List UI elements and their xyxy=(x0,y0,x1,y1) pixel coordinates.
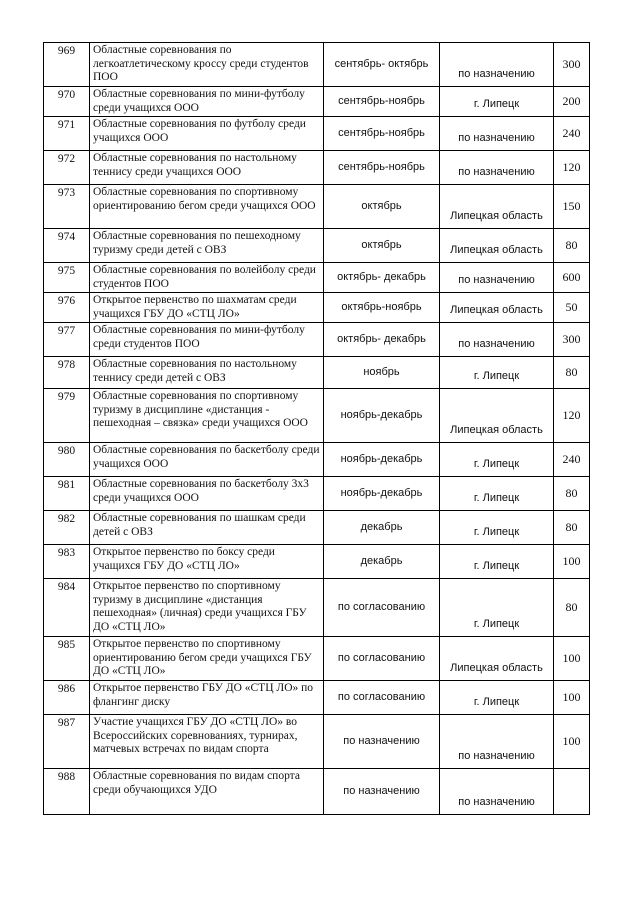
event-place: г. Липецк xyxy=(440,357,554,389)
event-dates: ноябрь-декабрь xyxy=(324,477,440,511)
event-dates: сентябрь-ноябрь xyxy=(324,87,440,117)
participant-count: 200 xyxy=(554,87,590,117)
table-row xyxy=(44,579,590,637)
event-name: Областные соревнования по баскетболу среди учащихся ООО xyxy=(90,443,324,477)
event-name: Открытое первенство по спортивному туризму в дисциплине «дистанция пешеходная» (личная) среди учащихся ГБУ ДО «СТЦ ЛО» xyxy=(90,579,324,637)
row-number: 971 xyxy=(44,117,90,151)
event-dates: ноябрь xyxy=(324,357,440,389)
events-table xyxy=(43,42,590,815)
table-row xyxy=(44,715,590,769)
event-dates: по согласованию xyxy=(324,637,440,681)
table-row xyxy=(44,293,590,323)
table-row xyxy=(44,229,590,263)
event-name: Областные соревнования по пешеходному туризму среди детей с ОВЗ xyxy=(90,229,324,263)
table-row xyxy=(44,637,590,681)
participant-count: 80 xyxy=(554,579,590,637)
table-row xyxy=(44,323,590,357)
row-number: 969 xyxy=(44,43,90,87)
event-place: г. Липецк xyxy=(440,443,554,477)
event-name: Участие учащихся ГБУ ДО «СТЦ ЛО» во Всероссийских соревнованиях, турнирах, матчевых встречах по видам спорта xyxy=(90,715,324,769)
event-name: Областные соревнования по спортивному ориентированию бегом среди учащихся ООО xyxy=(90,185,324,229)
participant-count: 240 xyxy=(554,443,590,477)
row-number: 970 xyxy=(44,87,90,117)
participant-count: 100 xyxy=(554,681,590,715)
event-dates: октябрь-ноябрь xyxy=(324,293,440,323)
event-name: Областные соревнования по шашкам среди детей с ОВЗ xyxy=(90,511,324,545)
table-row xyxy=(44,151,590,185)
event-name: Областные соревнования по футболу среди учащихся ООО xyxy=(90,117,324,151)
event-place: Липецкая область xyxy=(440,229,554,263)
row-number: 980 xyxy=(44,443,90,477)
row-number: 977 xyxy=(44,323,90,357)
participant-count: 300 xyxy=(554,43,590,87)
row-number: 976 xyxy=(44,293,90,323)
event-dates: по назначению xyxy=(324,715,440,769)
row-number: 972 xyxy=(44,151,90,185)
event-name: Областные соревнования по легкоатлетическому кроссу среди студентов ПОО xyxy=(90,43,324,87)
event-name: Открытое первенство по шахматам среди учащихся ГБУ ДО «СТЦ ЛО» xyxy=(90,293,324,323)
event-name: Открытое первенство по спортивному ориентированию бегом среди учащихся ГБУ ДО «СТЦ ЛО» xyxy=(90,637,324,681)
event-place: Липецкая область xyxy=(440,637,554,681)
event-place: по назначению xyxy=(440,323,554,357)
row-number: 973 xyxy=(44,185,90,229)
participant-count: 100 xyxy=(554,545,590,579)
event-place: Липецкая область xyxy=(440,185,554,229)
event-place: Липецкая область xyxy=(440,293,554,323)
row-number: 983 xyxy=(44,545,90,579)
event-place: по назначению xyxy=(440,151,554,185)
event-place: г. Липецк xyxy=(440,477,554,511)
event-name: Областные соревнования по баскетболу 3х3 среди учащихся ООО xyxy=(90,477,324,511)
event-name: Открытое первенство по боксу среди учащихся ГБУ ДО «СТЦ ЛО» xyxy=(90,545,324,579)
event-name: Открытое первенство ГБУ ДО «СТЦ ЛО» по флангинг диску xyxy=(90,681,324,715)
document-page xyxy=(43,42,590,815)
event-place: г. Липецк xyxy=(440,579,554,637)
table-row xyxy=(44,769,590,815)
table-row xyxy=(44,443,590,477)
event-name: Областные соревнования по мини-футболу среди учащихся ООО xyxy=(90,87,324,117)
event-place: г. Липецк xyxy=(440,511,554,545)
table-row xyxy=(44,185,590,229)
event-place: по назначению xyxy=(440,715,554,769)
row-number: 988 xyxy=(44,769,90,815)
event-dates: сентябрь-ноябрь xyxy=(324,117,440,151)
participant-count: 80 xyxy=(554,229,590,263)
event-place: г. Липецк xyxy=(440,681,554,715)
row-number: 986 xyxy=(44,681,90,715)
event-dates: по назначению xyxy=(324,769,440,815)
event-dates: декабрь xyxy=(324,545,440,579)
event-dates: октябрь- декабрь xyxy=(324,263,440,293)
event-dates: по согласованию xyxy=(324,579,440,637)
participant-count: 150 xyxy=(554,185,590,229)
participant-count: 100 xyxy=(554,715,590,769)
participant-count xyxy=(554,769,590,815)
event-name: Областные соревнования по мини-футболу среди студентов ПОО xyxy=(90,323,324,357)
participant-count: 120 xyxy=(554,389,590,443)
event-place: по назначению xyxy=(440,769,554,815)
table-row xyxy=(44,511,590,545)
participant-count: 80 xyxy=(554,511,590,545)
table-row xyxy=(44,545,590,579)
row-number: 985 xyxy=(44,637,90,681)
table-row xyxy=(44,477,590,511)
participant-count: 100 xyxy=(554,637,590,681)
participant-count: 300 xyxy=(554,323,590,357)
participant-count: 120 xyxy=(554,151,590,185)
row-number: 987 xyxy=(44,715,90,769)
table-row xyxy=(44,43,590,87)
event-dates: ноябрь-декабрь xyxy=(324,443,440,477)
event-name: Областные соревнования по настольному теннису среди детей с ОВЗ xyxy=(90,357,324,389)
table-row xyxy=(44,681,590,715)
row-number: 975 xyxy=(44,263,90,293)
participant-count: 240 xyxy=(554,117,590,151)
table-row xyxy=(44,87,590,117)
row-number: 982 xyxy=(44,511,90,545)
event-dates: ноябрь-декабрь xyxy=(324,389,440,443)
table-row xyxy=(44,117,590,151)
row-number: 979 xyxy=(44,389,90,443)
event-name: Областные соревнования по волейболу среди студентов ПОО xyxy=(90,263,324,293)
events-table-body xyxy=(44,43,590,815)
participant-count: 600 xyxy=(554,263,590,293)
event-place: по назначению xyxy=(440,117,554,151)
table-row xyxy=(44,357,590,389)
event-dates: декабрь xyxy=(324,511,440,545)
event-name: Областные соревнования по настольному теннису среди учащихся ООО xyxy=(90,151,324,185)
event-place: г. Липецк xyxy=(440,545,554,579)
event-dates: по согласованию xyxy=(324,681,440,715)
event-name: Областные соревнования по видам спорта среди обучающихся УДО xyxy=(90,769,324,815)
row-number: 974 xyxy=(44,229,90,263)
participant-count: 80 xyxy=(554,357,590,389)
event-dates: сентябрь-ноябрь xyxy=(324,151,440,185)
row-number: 981 xyxy=(44,477,90,511)
event-place: по назначению xyxy=(440,43,554,87)
participant-count: 50 xyxy=(554,293,590,323)
table-row xyxy=(44,389,590,443)
participant-count: 80 xyxy=(554,477,590,511)
event-dates: октябрь xyxy=(324,185,440,229)
event-dates: октябрь xyxy=(324,229,440,263)
table-row xyxy=(44,263,590,293)
event-dates: сентябрь- октябрь xyxy=(324,43,440,87)
event-name: Областные соревнования по спортивному туризму в дисциплине «дистанция - пешеходная – связка» среди учащихся ООО xyxy=(90,389,324,443)
event-dates: октябрь- декабрь xyxy=(324,323,440,357)
event-place: г. Липецк xyxy=(440,87,554,117)
row-number: 978 xyxy=(44,357,90,389)
event-place: Липецкая область xyxy=(440,389,554,443)
event-place: по назначению xyxy=(440,263,554,293)
row-number: 984 xyxy=(44,579,90,637)
